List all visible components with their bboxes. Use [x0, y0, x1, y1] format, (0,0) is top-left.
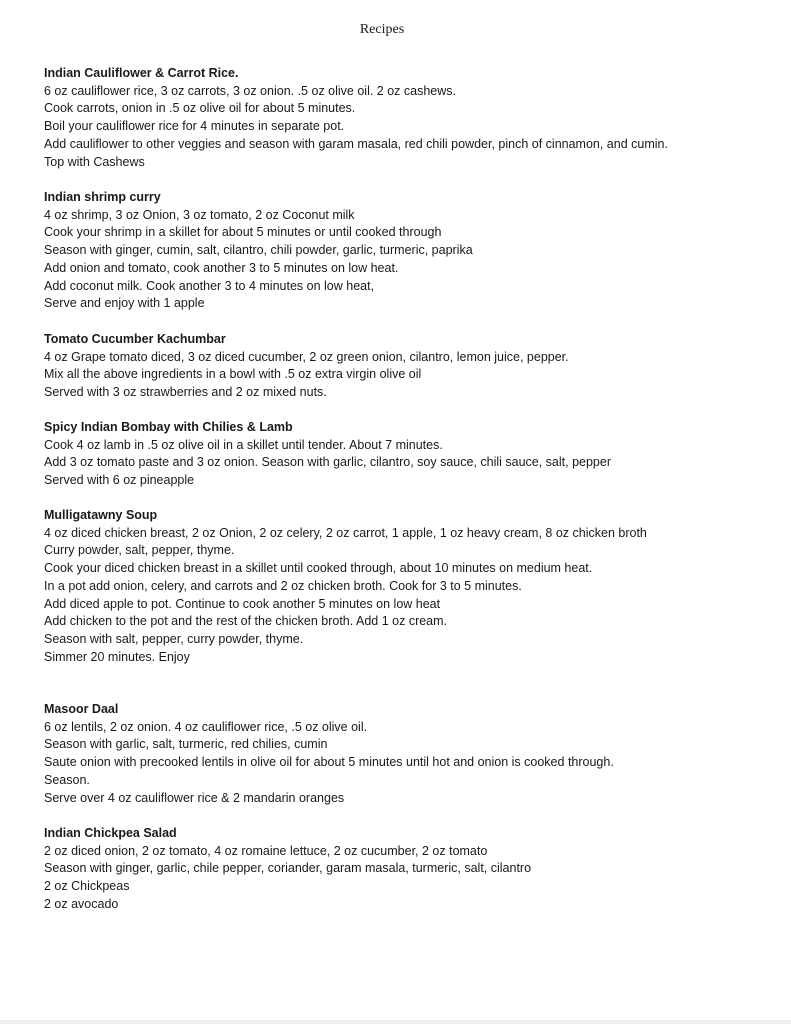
recipe-line: Add diced apple to pot. Continue to cook another 5 minutes on low heat — [44, 596, 441, 611]
recipe-line: In a pot add onion, celery, and carrots and 2 oz chicken broth. Cook for 3 to 5 minutes. — [44, 578, 522, 593]
recipe-masoor-daal — [44, 701, 764, 807]
recipe-line: Season. — [44, 772, 90, 787]
recipe-line: Served with 3 oz strawberries and 2 oz mixed nuts. — [44, 385, 327, 400]
recipe-spicy-indian-bombay-lamb — [44, 419, 764, 490]
recipe-line: Add cauliflower to other veggies and season with garam masala, red chili powder, pinch of cinnamon, and cumin. — [44, 136, 668, 151]
recipe-line: Simmer 20 minutes. Enjoy — [44, 649, 190, 664]
recipe-line: Saute onion with precooked lentils in olive oil for about 5 minutes until hot and onion is cooked through. — [44, 755, 614, 770]
recipe-line: 4 oz diced chicken breast, 2 oz Onion, 2 oz celery, 2 oz carrot, 1 apple, 1 oz heavy cream, 8 oz chicken broth — [44, 525, 647, 540]
recipe-line: Curry powder, salt, pepper, thyme. — [44, 543, 235, 558]
recipe-line: Cook 4 oz lamb in .5 oz olive oil in a skillet until tender. About 7 minutes. — [44, 437, 443, 452]
recipe-line: 6 oz cauliflower rice, 3 oz carrots, 3 oz onion. .5 oz olive oil. 2 oz cashews. — [44, 83, 456, 98]
recipe-title: Indian shrimp curry — [44, 190, 161, 204]
recipe-line: Cook your diced chicken breast in a skillet until cooked through, about 10 minutes on medium heat. — [44, 561, 593, 576]
recipe-title: Indian Chickpea Salad — [44, 826, 177, 840]
recipe-indian-shrimp-curry — [44, 189, 764, 313]
recipe-title: Spicy Indian Bombay with Chilies & Lamb — [44, 420, 293, 434]
recipe-line: 2 oz avocado — [44, 896, 119, 911]
recipe-line: Top with Cashews — [44, 154, 145, 169]
recipe-line: Boil your cauliflower rice for 4 minutes in separate pot. — [44, 119, 345, 134]
recipe-line: Season with salt, pepper, curry powder, thyme. — [44, 631, 304, 646]
recipe-line: Add chicken to the pot and the rest of the chicken broth. Add 1 oz cream. — [44, 614, 448, 629]
recipe-line: Add coconut milk. Cook another 3 to 4 minutes on low heat, — [44, 278, 375, 293]
recipe-line: Cook carrots, onion in .5 oz olive oil for about 5 minutes. — [44, 101, 356, 116]
recipe-line: Season with ginger, cumin, salt, cilantro, chili powder, garlic, turmeric, paprika — [44, 243, 473, 258]
recipe-line: Serve over 4 oz cauliflower rice & 2 mandarin oranges — [44, 790, 345, 805]
recipe-line: Add onion and tomato, cook another 3 to 5 minutes on low heat. — [44, 260, 399, 275]
recipe-line: Add 3 oz tomato paste and 3 oz onion. Season with garlic, cilantro, soy sauce, chili sauce, salt, pepper — [44, 455, 611, 470]
recipe-line: Serve and enjoy with 1 apple — [44, 296, 205, 311]
recipe-title: Mulligatawny Soup — [44, 508, 158, 522]
recipe-title: Indian Cauliflower & Carrot Rice. — [44, 66, 239, 80]
recipe-indian-chickpea-salad — [44, 825, 764, 914]
recipe-line: 2 oz diced onion, 2 oz tomato, 4 oz romaine lettuce, 2 oz cucumber, 2 oz tomato — [44, 843, 488, 858]
recipe-line: Mix all the above ingredients in a bowl with .5 oz extra virgin olive oil — [44, 367, 422, 382]
recipe-indian-cauliflower-carrot-rice — [44, 65, 764, 171]
recipe-tomato-cucumber-kachumbar — [44, 331, 764, 402]
recipe-title: Tomato Cucumber Kachumbar — [44, 332, 226, 346]
recipe-line: Cook your shrimp in a skillet for about 5 minutes or until cooked through — [44, 225, 442, 240]
recipe-line: Season with ginger, garlic, chile pepper, coriander, garam masala, turmeric, salt, cilantro — [44, 861, 532, 876]
recipe-line: 2 oz Chickpeas — [44, 879, 130, 894]
recipe-line: Season with garlic, salt, turmeric, red chilies, cumin — [44, 737, 328, 752]
document-title: Recipes — [359, 22, 405, 37]
recipe-line: 6 oz lentils, 2 oz onion. 4 oz cauliflower rice, .5 oz olive oil. — [44, 719, 368, 734]
recipe-line: Served with 6 oz pineapple — [44, 473, 195, 488]
recipe-line: 4 oz shrimp, 3 oz Onion, 3 oz tomato, 2 oz Coconut milk — [44, 207, 355, 222]
recipe-title: Masoor Daal — [44, 702, 119, 716]
recipe-line: 4 oz Grape tomato diced, 3 oz diced cucumber, 2 oz green onion, cilantro, lemon juice, pepper. — [44, 349, 569, 364]
recipe-mulligatawny-soup — [44, 507, 764, 666]
page-bottom-edge — [0, 1020, 791, 1024]
